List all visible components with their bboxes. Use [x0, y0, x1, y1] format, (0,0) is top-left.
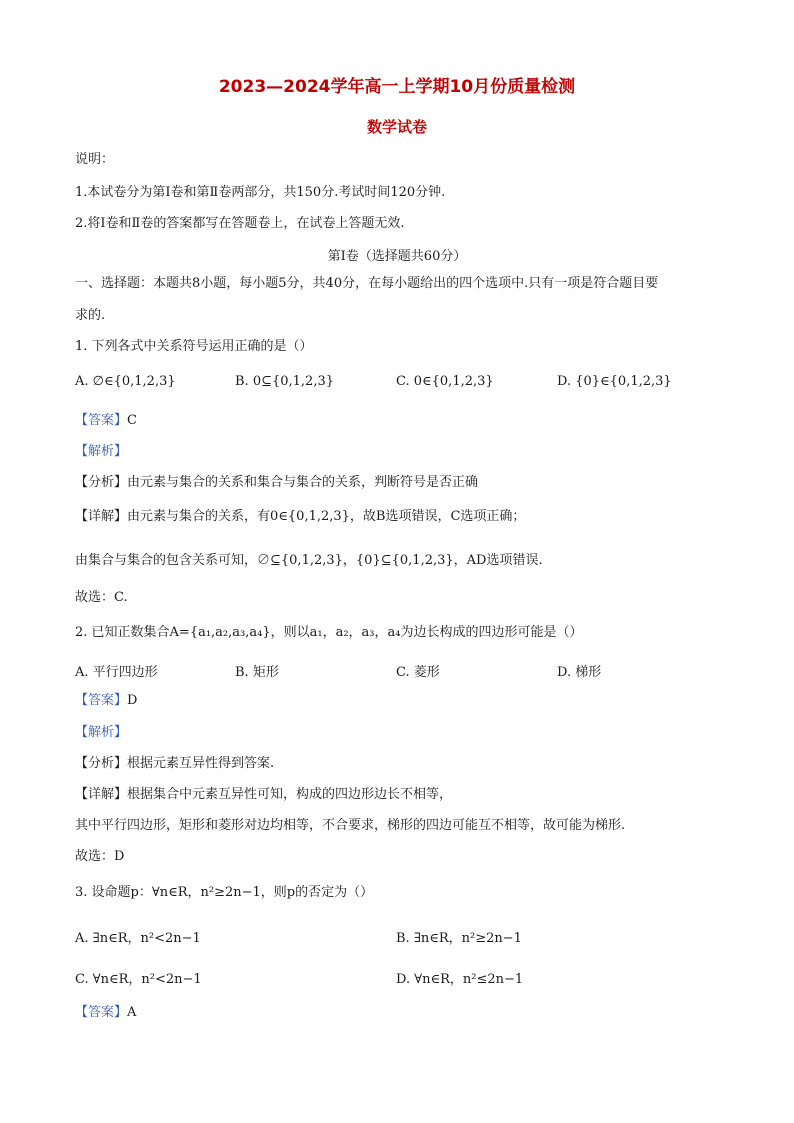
- answer-value: C: [127, 413, 137, 428]
- xiangjie-tag: 【详解】: [75, 509, 128, 524]
- intro-line-1: 1.本试卷分为第Ⅰ卷和第Ⅱ卷两部分，共150分.考试时间120分钟.: [75, 185, 446, 200]
- fenxi-tag: 【分析】: [75, 756, 128, 771]
- q2-conclusion: 故选：D: [75, 849, 125, 864]
- q2-xiangjie-2: 其中平行四边形，矩形和菱形对边均相等，不合要求，梯形的四边可能互不相等，故可能为梯形.: [75, 818, 626, 833]
- intro-line-2: 2.将Ⅰ卷和Ⅱ卷的答案都写在答题卷上，在试卷上答题无效.: [75, 216, 405, 231]
- answer-value: D: [127, 693, 138, 708]
- q1-option-d: D. {0}∈{0,1,2,3}: [557, 374, 672, 389]
- q2-fenxi: [75, 755, 274, 773]
- q2-option-d: D. 梯形: [557, 665, 602, 680]
- analysis-tag: 【解析】: [75, 725, 128, 740]
- q3-option-a: A. ∃n∈R，n²<2n−1: [75, 931, 201, 946]
- fenxi-text: 由元素与集合的关系和集合与集合的关系，判断符号是否正确: [127, 475, 479, 490]
- q3-stem: 3. 设命题p：∀n∈R，n²≥2n−1，则p的否定为（）: [75, 885, 374, 900]
- analysis-tag: 【解析】: [75, 444, 128, 459]
- page-subtitle: 数学试卷: [366, 118, 427, 136]
- q3-answer: [75, 1004, 136, 1022]
- q1-xiangjie-2: 由集合与集合的包含关系可知，∅⊆{0,1,2,3}，{0}⊆{0,1,2,3}，AD选项错误.: [75, 553, 543, 568]
- q3-option-c: C. ∀n∈R，n²<2n−1: [75, 972, 202, 987]
- q1-fenxi: [75, 474, 478, 492]
- xiangjie-text: 根据集合中元素互异性可知，构成的四边形边长不相等，: [127, 787, 453, 802]
- q1-stem: 1. 下列各式中关系符号运用正确的是（）: [75, 339, 313, 354]
- q2-option-b: B. 矩形: [235, 665, 279, 680]
- q2-analysis-heading: [75, 724, 127, 742]
- page-title: 2023—2024学年高一上学期10月份质量检测: [218, 77, 576, 97]
- q2-option-a: A. 平行四边形: [75, 665, 158, 680]
- intro-label: 说明：: [75, 152, 115, 167]
- part1-instruction: 一、选择题：本题共8小题，每小题5分，共40分，在每小题给出的四个选项中.只有一项是符合题目要: [75, 276, 659, 291]
- answer-tag: 【答案】: [75, 693, 128, 708]
- q1-option-b: B. 0⊆{0,1,2,3}: [235, 374, 335, 389]
- part1-instruction-cont: 求的.: [75, 308, 106, 323]
- q2-option-c: C. 菱形: [396, 665, 440, 680]
- xiangjie-text: 由元素与集合的关系，有0∈{0,1,2,3}，故B选项错误，C选项正确；: [127, 509, 526, 524]
- fenxi-tag: 【分析】: [75, 475, 128, 490]
- q1-option-c: C. 0∈{0,1,2,3}: [396, 374, 494, 389]
- answer-value: A: [127, 1005, 137, 1020]
- q1-answer: [75, 412, 137, 430]
- q1-option-a: A. ∅∈{0,1,2,3}: [75, 374, 176, 389]
- xiangjie-tag: 【详解】: [75, 787, 128, 802]
- fenxi-text: 根据元素互异性得到答案.: [127, 756, 275, 771]
- q1-analysis-heading: [75, 443, 127, 461]
- q2-xiangjie: [75, 786, 452, 804]
- q1-xiangjie: [75, 508, 525, 526]
- section-heading: 第Ⅰ卷（选择题共60分）: [327, 249, 467, 264]
- q1-conclusion: 故选：C.: [75, 590, 128, 605]
- q2-stem: 2. 已知正数集合A={a₁,a₂,a₃,a₄}，则以a₁，a₂，a₃，a₄为边长构成的四边形可能是（）: [75, 625, 583, 640]
- q3-option-d: D. ∀n∈R，n²≤2n−1: [396, 972, 524, 987]
- q2-answer: [75, 692, 137, 710]
- answer-tag: 【答案】: [75, 413, 128, 428]
- q3-option-b: B. ∃n∈R，n²≥2n−1: [396, 931, 522, 946]
- answer-tag: 【答案】: [75, 1005, 128, 1020]
